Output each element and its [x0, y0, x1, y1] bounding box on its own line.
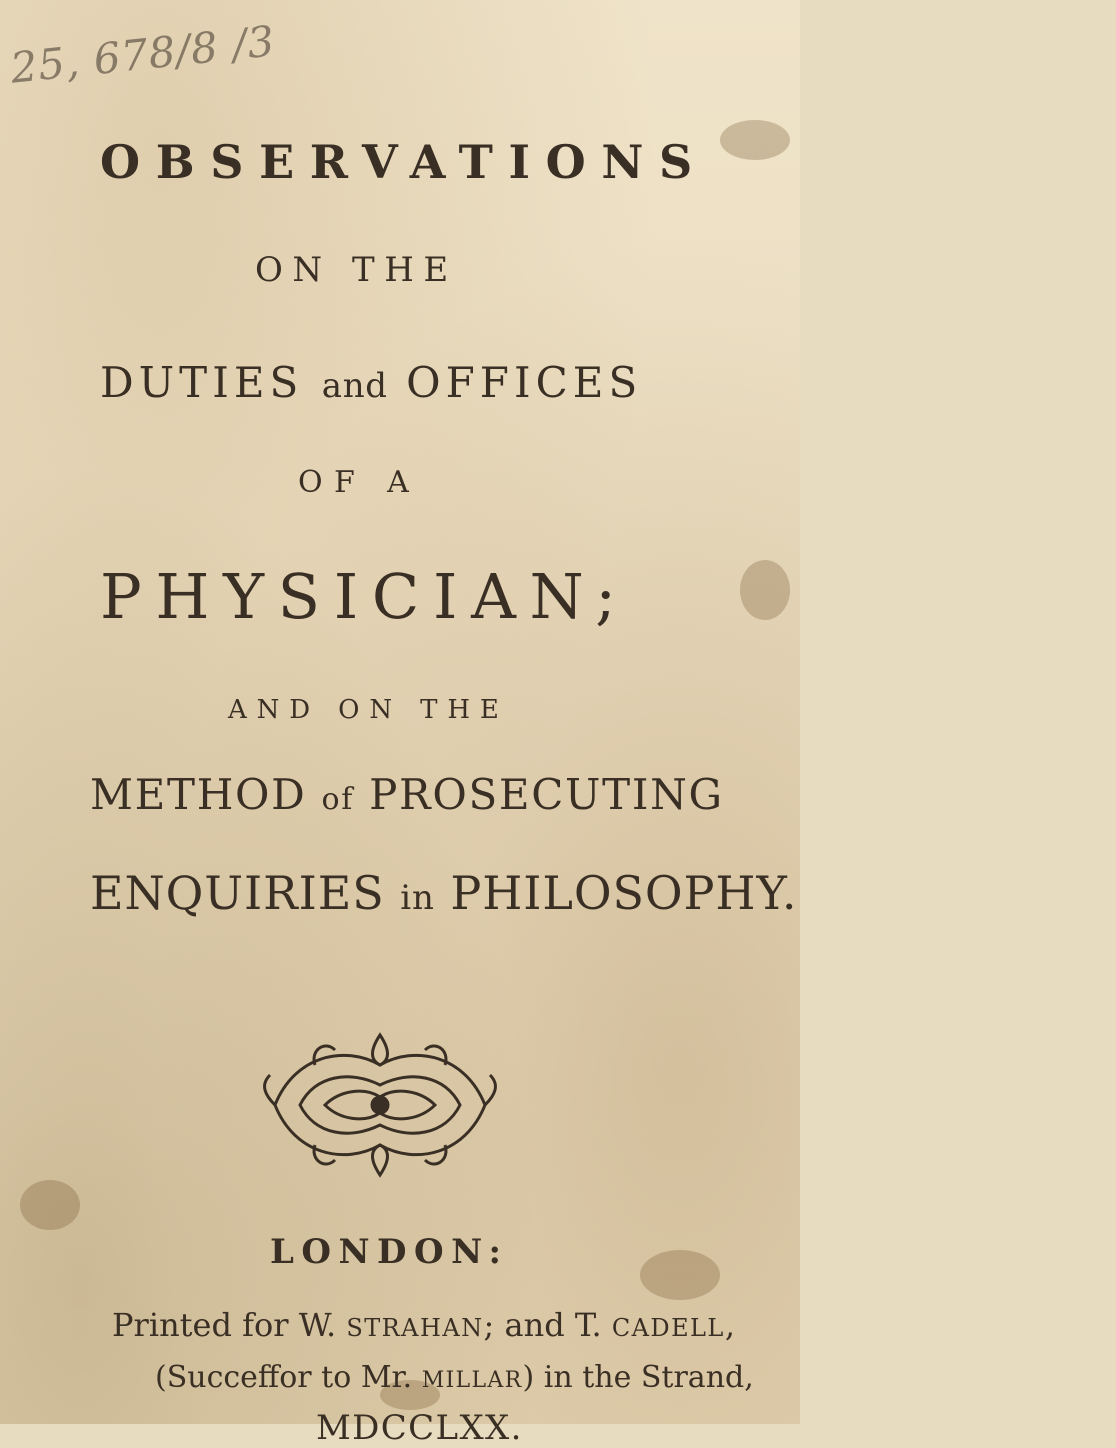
- printers-ornament-icon: [255, 1025, 505, 1180]
- title-observations: OBSERVATIONS: [100, 135, 708, 189]
- title-method-line: [90, 770, 890, 819]
- imprint-successor-open: (Succeffor to Mr.: [155, 1360, 413, 1395]
- title-and: and: [321, 366, 388, 406]
- title-prosecuting: PROSECUTING: [369, 770, 724, 819]
- imprint-city: LONDON:: [270, 1232, 509, 1272]
- title-and-on-the: AND ON THE: [228, 695, 509, 725]
- handwritten-shelfmark: 25, 678/8 /3: [8, 16, 278, 93]
- title-offices: OFFICES: [406, 358, 643, 407]
- title-in: in: [400, 878, 435, 918]
- imprint-cadell: CADELL: [611, 1314, 725, 1342]
- imprint-printers-line: [112, 1306, 912, 1344]
- foxing-spot: [20, 1180, 80, 1230]
- title-method: METHOD: [90, 770, 307, 819]
- imprint-date: MDCCLXX.: [316, 1408, 523, 1448]
- title-duties: DUTIES: [100, 358, 304, 407]
- title-philosophy: PHILOSOPHY.: [450, 866, 798, 920]
- imprint-successor-close: ) in the Strand,: [522, 1360, 754, 1395]
- title-of-a: OF A: [298, 465, 421, 500]
- imprint-strahan: STRAHAN: [346, 1314, 484, 1342]
- title-of: of: [321, 782, 355, 817]
- title-on-the: ON THE: [255, 250, 458, 290]
- imprint-printed-for: Printed for W.: [112, 1306, 337, 1344]
- imprint-successor-line: [155, 1360, 955, 1395]
- title-enquiries-line: [90, 866, 890, 920]
- imprint-and-t: ; and T.: [483, 1306, 602, 1344]
- imprint-millar: MILLAR: [421, 1368, 523, 1393]
- title-enquiries: ENQUIRIES: [90, 866, 385, 920]
- title-duties-line: [100, 358, 900, 407]
- title-physician: PHYSICIAN;: [100, 560, 630, 633]
- imprint-comma: ,: [724, 1306, 735, 1344]
